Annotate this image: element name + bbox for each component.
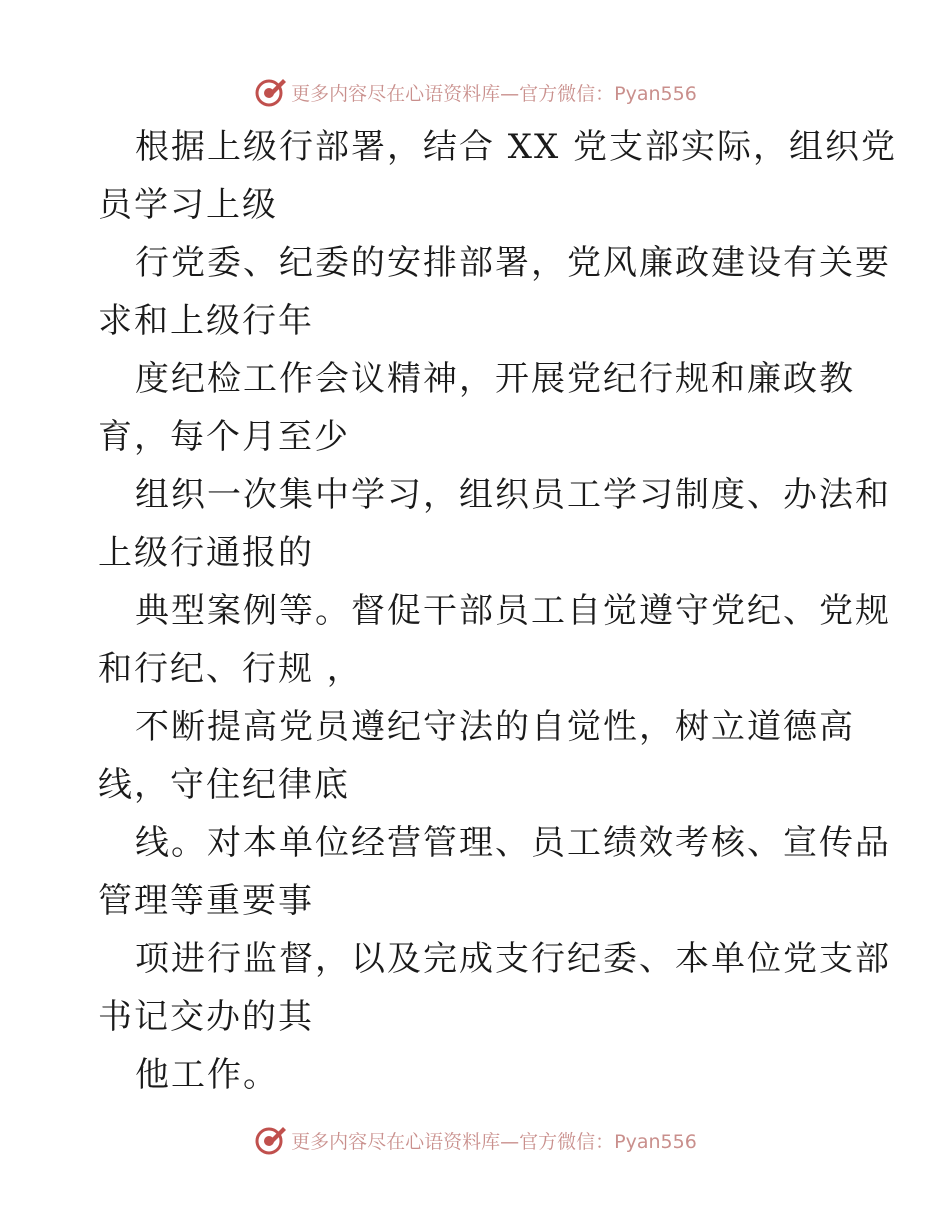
text-line: 行党委、纪委的安排部署，党风廉政建设有关要 bbox=[135, 243, 891, 283]
pen-logo-icon bbox=[253, 1123, 287, 1157]
text-line: 员学习上级 bbox=[98, 185, 278, 225]
text-line: 管理等重要事 bbox=[98, 881, 314, 921]
footer-watermark bbox=[0, 1120, 950, 1160]
text-line: 他工作。 bbox=[135, 1055, 279, 1095]
text-line: 典型案例等。督促干部员工自觉遵守党纪、党规 bbox=[135, 591, 891, 631]
header-watermark bbox=[0, 72, 950, 112]
document-body bbox=[98, 118, 898, 1104]
text-line: 求和上级行年 bbox=[98, 301, 314, 341]
text-line: 线，守住纪律底 bbox=[98, 765, 350, 805]
watermark-text: 更多内容尽在心语资料库—官方微信：Pyan556 bbox=[291, 82, 697, 105]
text-line: 组织一次集中学习，组织员工学习制度、办法和 bbox=[135, 475, 891, 515]
text-line: 度纪检工作会议精神，开展党纪行规和廉政教 bbox=[135, 359, 855, 399]
text-line: 和行纪、行规 ， bbox=[98, 649, 363, 689]
watermark-text: 更多内容尽在心语资料库—官方微信：Pyan556 bbox=[291, 1130, 697, 1153]
text-line: 上级行通报的 bbox=[98, 533, 314, 573]
pen-logo-icon bbox=[253, 75, 287, 109]
text-line: 线。对本单位经营管理、员工绩效考核、宣传品 bbox=[135, 823, 891, 863]
text-line: 书记交办的其 bbox=[98, 997, 314, 1037]
text-line: 根据上级行部署，结合 XX 党支部实际，组织党 bbox=[135, 127, 898, 167]
text-line: 育，每个月至少 bbox=[98, 417, 350, 457]
text-line: 不断提高党员遵纪守法的自觉性，树立道德高 bbox=[135, 707, 855, 747]
text-line: 项进行监督，以及完成支行纪委、本单位党支部 bbox=[135, 939, 891, 979]
